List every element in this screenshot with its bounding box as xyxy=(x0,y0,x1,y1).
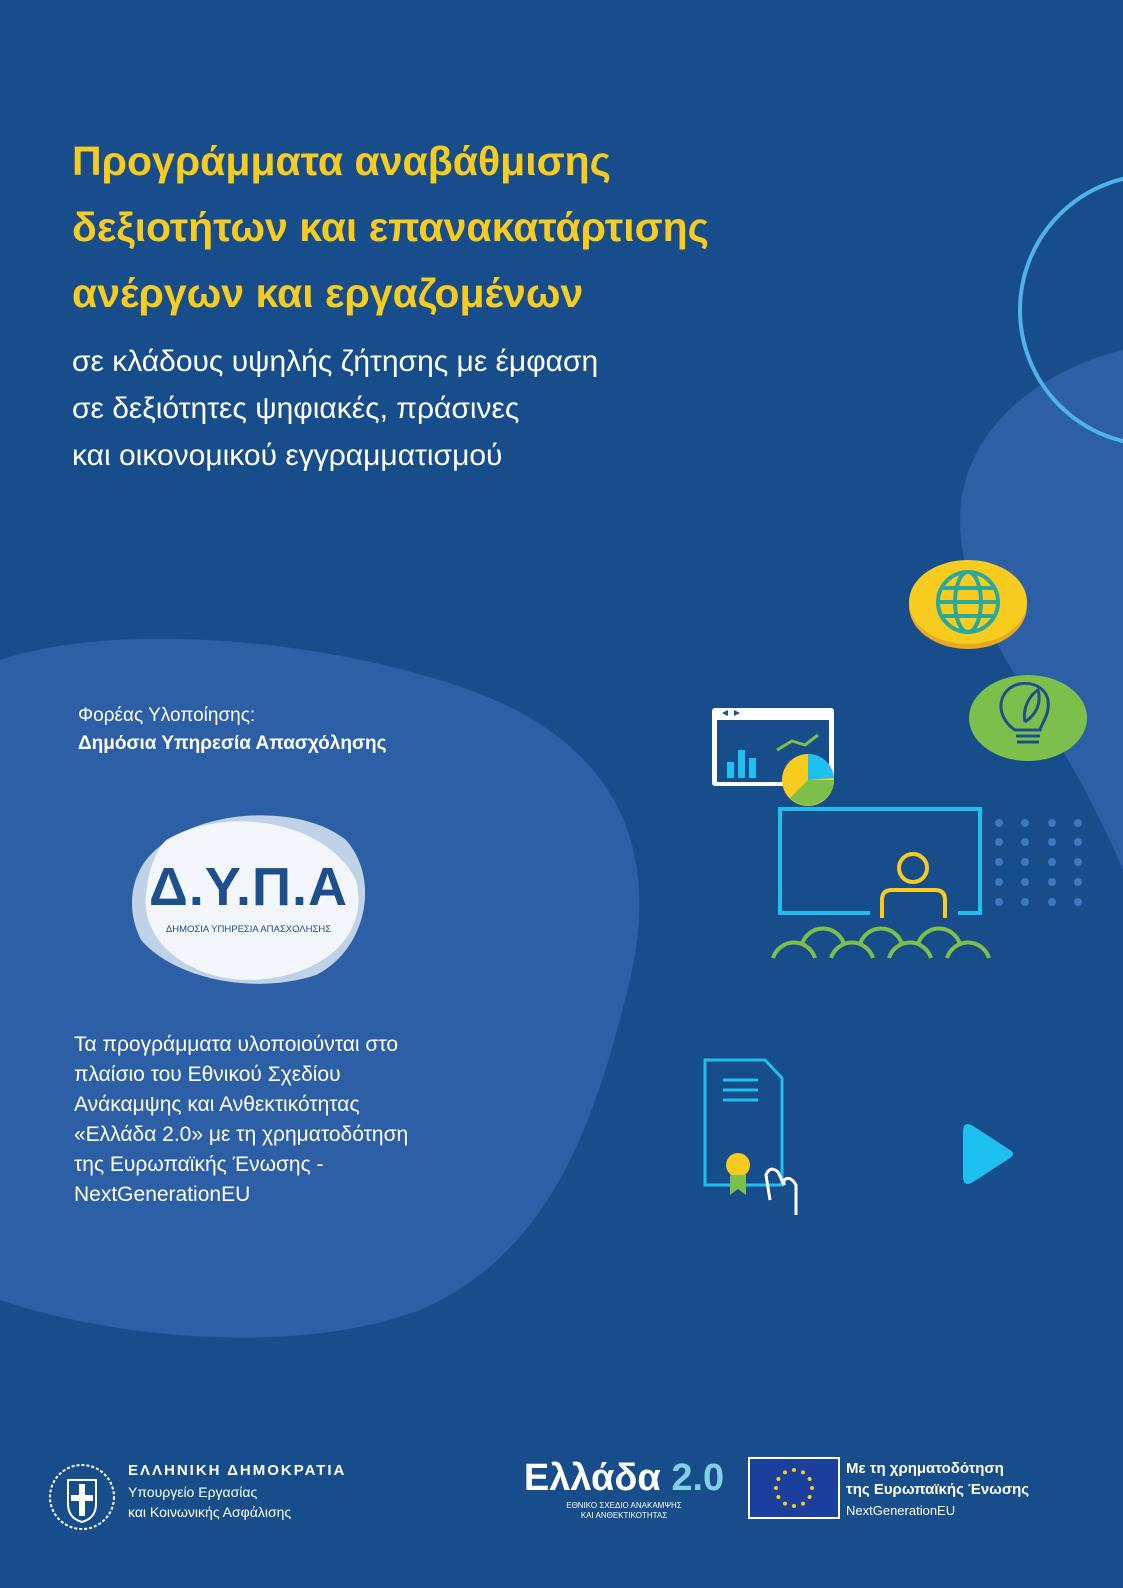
title-line: δεξιοτήτων και επανακατάρτισης xyxy=(72,204,710,250)
eu-flag-icon xyxy=(748,1457,840,1519)
ellada-caption: ΚΑΙ ΑΝΘΕΚΤΙΚΟΤΗΤΑΣ xyxy=(580,1511,668,1520)
implementer-label: Φορέας Υλοποίησης: xyxy=(78,705,256,726)
description-line: Τα προγράμματα υλοποιούνται στο xyxy=(74,1033,399,1056)
play-icon xyxy=(963,1124,1013,1184)
description-line: «Ελλάδα 2.0» με τη χρηματοδότηση xyxy=(74,1123,409,1146)
implementer-name: Δημόσια Υπηρεσία Απασχόλησης xyxy=(78,733,387,754)
ellada-version: 2.0 xyxy=(671,1457,725,1499)
eu-star-icon xyxy=(783,1502,787,1506)
page-title xyxy=(72,128,709,326)
eu-star-icon xyxy=(801,1502,805,1506)
description-line: πλαίσιο του Εθνικού Σχεδίου xyxy=(74,1063,341,1086)
ellada-word: Ελλάδα xyxy=(523,1457,661,1499)
eu-star-icon xyxy=(792,1468,796,1472)
ministry-line: Υπουργείο Εργασίας xyxy=(128,1484,258,1500)
ministry-block xyxy=(128,1462,346,1522)
dypa-letters: Δ.Υ.Π.Α xyxy=(149,857,348,917)
subtitle-line: και οικονομικού εγγραμματισμού xyxy=(72,439,503,472)
eu-star-icon xyxy=(801,1470,805,1474)
eu-star-icon xyxy=(774,1486,778,1490)
certificate-icon xyxy=(705,1060,796,1215)
presentation-board-icon xyxy=(773,809,989,958)
analytics-window-icon xyxy=(712,708,834,806)
eu-star-icon xyxy=(808,1495,812,1499)
eu-funding-text xyxy=(846,1458,1029,1521)
ellada-2-logo xyxy=(518,1457,730,1521)
lightbulb-leaf-icon xyxy=(969,675,1087,761)
dypa-caption: ΔΗΜΟΣΙΑ ΥΠΗΡΕΣΙΑ ΑΠΑΣΧΟΛΗΣΗΣ xyxy=(165,924,332,935)
republic-title: ΕΛΛΗΝΙΚΗ ΔΗΜΟΚΡΑΤΙΑ xyxy=(128,1462,347,1479)
dypa-logo xyxy=(126,800,371,985)
globe-icon xyxy=(909,560,1027,649)
description xyxy=(74,1030,408,1210)
ellada-caption: ΕΘΝΙΚΟ ΣΧΕΔΙΟ ΑΝΑΚΑΜΨΗΣ xyxy=(566,1501,682,1510)
subtitle-line: σε κλάδους υψηλής ζήτησης με έμφαση xyxy=(72,345,599,378)
implementer xyxy=(78,702,386,758)
eu-star-icon xyxy=(808,1477,812,1481)
greek-coat-of-arms-icon xyxy=(46,1462,118,1532)
eu-star-icon xyxy=(792,1504,796,1508)
eu-star-icon xyxy=(776,1495,780,1499)
eu-star-icon xyxy=(776,1477,780,1481)
illustration xyxy=(660,560,1100,1260)
eu-star-icon xyxy=(783,1470,787,1474)
eu-star-icon xyxy=(810,1486,814,1490)
title-line: ανέργων και εργαζομένων xyxy=(72,270,584,316)
eu-line: Με τη χρηματοδότηση xyxy=(846,1460,1004,1477)
ministry-line: και Κοινωνικής Ασφάλισης xyxy=(128,1504,292,1520)
title-line: Προγράμματα αναβάθμισης xyxy=(72,138,612,184)
description-line: NextGenerationEU xyxy=(74,1183,251,1206)
eu-line: της Ευρωπαϊκής Ένωσης xyxy=(846,1481,1030,1498)
subtitle-line: σε δεξιότητες ψηφιακές, πράσινες xyxy=(72,392,520,425)
description-line: Ανάκαμψης και Ανθεκτικότητας xyxy=(74,1093,360,1116)
eu-line: NextGenerationEU xyxy=(846,1503,956,1518)
description-line: της Ευρωπαϊκής Ένωσης - xyxy=(74,1153,324,1176)
subtitle xyxy=(72,338,598,479)
